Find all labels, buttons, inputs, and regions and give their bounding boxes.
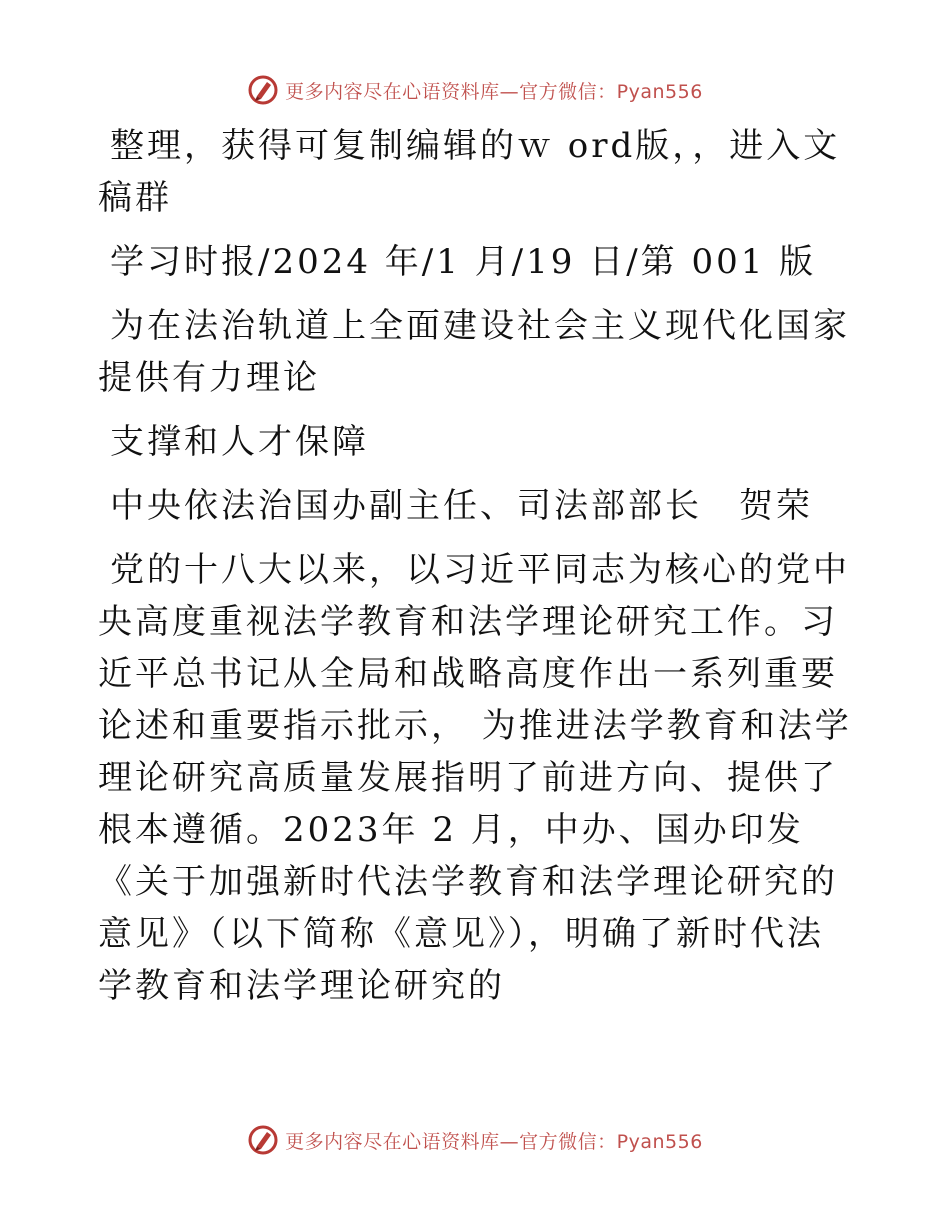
watermark-text: 更多内容尽在心语资料库—官方微信：Pyan556 — [285, 1130, 703, 1153]
source-line: 学习时报/2024 年/1 月/19 日/第 001 版 — [110, 242, 817, 282]
author-line: 中央依法治国办副主任、司法部部长 贺荣 — [110, 486, 813, 526]
pen-circle-logo-icon — [247, 74, 279, 106]
bottom-watermark-banner — [0, 1120, 950, 1160]
body-paragraph: 党的十八大以来，以习近平同志为核心的党中央高度重视法学教育和法学理论研究工作。习近平总书记从全局和战略高度作出一系列重要论述和重要指示批示， 为推进法学教育和法学理论研究高质量发展指明了前进方向、提供了根本遵循。2023年 2 月，中办、国办印发《关于加强新时代法学教育和法学理论研究的意见》（以下简称《意见》），明确了新时代法学教育和法学理论研究的 — [98, 550, 852, 1006]
pen-circle-logo-icon — [247, 1124, 279, 1156]
document-content — [98, 120, 858, 1024]
top-watermark-banner — [0, 70, 950, 110]
watermark-text: 更多内容尽在心语资料库—官方微信：Pyan556 — [285, 80, 703, 103]
intro-line: 整理，获得可复制编辑的ｗ ord版，，进入文稿群 — [98, 126, 841, 218]
article-title-line-2: 支撑和人才保障 — [110, 422, 369, 462]
article-title-line-1: 为在法治轨道上全面建设社会主义现代化国家提供有力理论 — [98, 306, 850, 398]
